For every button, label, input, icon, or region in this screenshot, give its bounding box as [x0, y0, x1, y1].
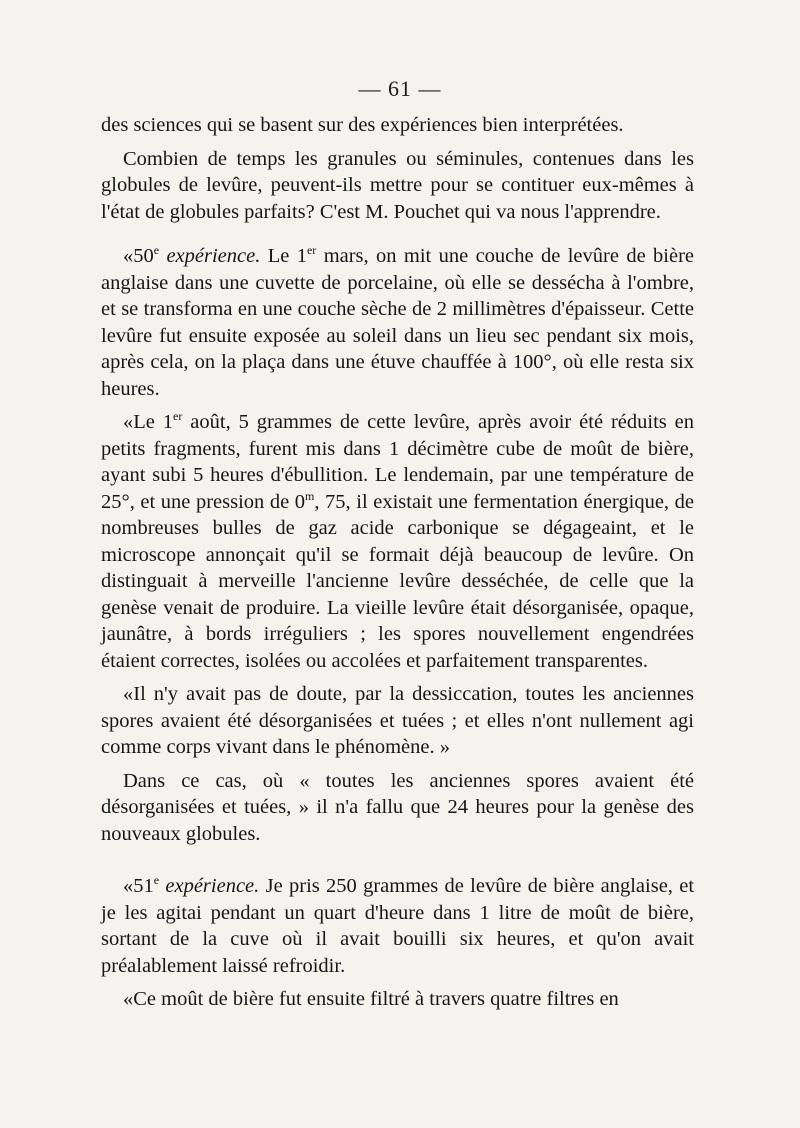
paragraph-8: «Ce moût de bière fut ensuite filtré à travers quatre filtres en	[123, 988, 619, 1010]
italic-experience-label: expérience.	[165, 875, 260, 897]
paragraph-7: «51e expérience. Je pris 250 grammes de levûre de bière anglaise, et je les agitai pendant un quart d'heure dans 1 litre de moût de bière, sortant de la cuve où il avait bouilli six heures, et qu'on avait préalablement laissé refroidir.	[101, 873, 695, 977]
paragraph-4: «Le 1er août, 5 grammes de cette levûre, après avoir été réduits en petits fragments, furent mis dans 1 décimètre cube de moût de bière, ayant subi 5 heures d'ébullition. Le lendemain, par une température de 25°, et une pression de 0$^m$, 75, il existait une fermentation énergique, de nombreuses bulles de gaz acide carbonique se dégageaint, et le microscope annonçait qu'il se formait déjà beaucoup de levûre. On distinguait à merveille l'ancienne levûre desséchée, de celle que la genèse venait de produire. La vieille levûre était désorganisée, opaque, jaunâtre, à bords irréguliers ; les spores nouvellement engendrées étaient correctes, isolées ou accolées et parfaitement transparentes.	[101, 409, 695, 672]
paragraph-6: Dans ce cas, où « toutes les anciennes spores avaient été désorganisées et tuées, » il n'a fallu que 24 heures pour la genèse des nouveaux globules.	[101, 769, 694, 845]
paragraph-1: des sciences qui se basent sur des expériences bien interprétées.	[101, 114, 624, 136]
body-text	[101, 112, 694, 1020]
paragraph-5: «Il n'y avait pas de doute, par la dessiccation, toutes les anciennes spores avaient été désorganisées et tuées ; et elles n'ont nullement agi comme corps vivant dans le phénomène. »	[101, 683, 694, 758]
paragraph-3: «50e expérience. Le 1er mars, on mit une couche de levûre de bière anglaise dans une cuvette de porcelaine, où elle se dessécha à l'ombre, et se transforma en une couche sèche de 2 millimètres d'épaisseur. Cette levûre fut ensuite exposée au soleil dans un lieu sec pendant six mois, après cela, on la plaça dans une étuve chauffée à 100°, où elle resta six heures.	[101, 243, 695, 400]
paragraph-2: Combien de temps les granules ou séminules, contenues dans les globules de levûre, peuvent-ils mettre pour se contituer eux-mêmes à l'état de globules parfaits? C'est M. Pouchet qui va nous l'apprendre.	[101, 147, 694, 223]
page-number: — 61 —	[358, 76, 442, 101]
italic-experience-label: expérience.	[166, 245, 261, 267]
